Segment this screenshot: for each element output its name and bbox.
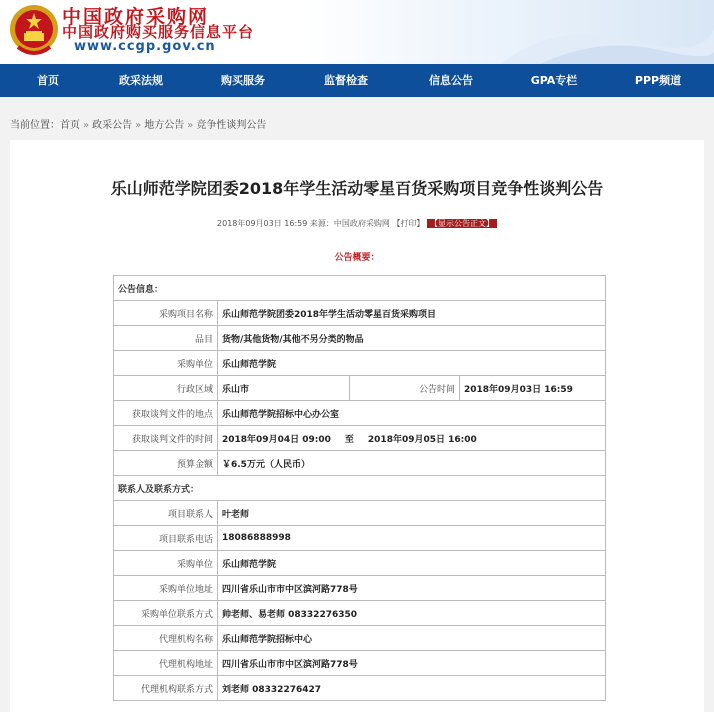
table-row	[114, 426, 606, 451]
nav-announcements[interactable]: 信息公告	[429, 74, 473, 87]
doc-place-value: 乐山师范学院招标中心办公室	[218, 401, 606, 426]
print-link[interactable]: 【打印】	[392, 219, 425, 228]
nav-supervision[interactable]: 监督检查	[324, 74, 368, 87]
cell-label: 项目联系电话	[114, 526, 218, 551]
cell-label: 获取谈判文件的时间	[114, 426, 218, 451]
cell-label: 代理机构联系方式	[114, 676, 218, 701]
cell-label: 公告时间	[350, 376, 460, 401]
table-row	[114, 676, 606, 701]
nav-services[interactable]: 购买服务	[221, 74, 265, 87]
table-row	[114, 651, 606, 676]
section-heading: 公告信息：	[114, 276, 606, 301]
agency-address-value: 四川省乐山市市中区滨河路778号	[218, 651, 606, 676]
project-name-value: 乐山师范学院团委2018年学生活动零星百货采购项目	[218, 301, 606, 326]
table-row	[114, 326, 606, 351]
table-row	[114, 501, 606, 526]
site-header	[0, 0, 714, 64]
table-row	[114, 376, 606, 401]
buyer-address-value: 四川省乐山市市中区滨河路778号	[218, 576, 606, 601]
table-row	[114, 626, 606, 651]
cell-label: 采购单位	[114, 551, 218, 576]
breadcrumb-separator: »	[83, 120, 90, 131]
doc-time-start: 2018年09月04日 09:00	[222, 434, 331, 445]
section-heading: 联系人及联系方式：	[114, 476, 606, 501]
table-row	[114, 576, 606, 601]
cell-label: 采购单位	[114, 351, 218, 376]
breadcrumb-local[interactable]: 地方公告	[144, 120, 185, 131]
doc-time-value	[218, 426, 606, 451]
budget-value: ￥6.5万元（人民币）	[218, 451, 606, 476]
buyer-contact-value: 帅老师、易老师 08332276350	[218, 601, 606, 626]
national-emblem-icon	[8, 3, 60, 59]
doc-time-to: 至	[344, 434, 354, 445]
article-source: 来源：中国政府采购网	[309, 219, 390, 228]
breadcrumb-separator: »	[187, 120, 194, 131]
table-row	[114, 451, 606, 476]
site-url: www.ccgp.gov.cn	[74, 39, 216, 54]
cell-label: 采购单位联系方式	[114, 601, 218, 626]
cell-label: 采购项目名称	[114, 301, 218, 326]
cell-label: 行政区域	[114, 376, 218, 401]
cell-label: 获取谈判文件的地点	[114, 401, 218, 426]
table-row	[114, 551, 606, 576]
project-contact-value: 叶老师	[218, 501, 606, 526]
cell-label: 代理机构地址	[114, 651, 218, 676]
category-value: 货物/其他货物/其他不另分类的物品	[218, 326, 606, 351]
main-nav	[0, 64, 714, 97]
article-meta	[0, 218, 714, 229]
nav-home[interactable]: 首页	[37, 74, 59, 87]
table-row	[114, 476, 606, 501]
cell-label: 采购单位地址	[114, 576, 218, 601]
table-row	[114, 601, 606, 626]
banner-decoration	[300, 0, 714, 64]
cell-label: 代理机构名称	[114, 626, 218, 651]
cell-label: 项目联系人	[114, 501, 218, 526]
cell-label: 预算金额	[114, 451, 218, 476]
site-title: 中国政府采购网	[62, 6, 210, 28]
breadcrumb-home[interactable]: 首页	[60, 120, 80, 131]
nav-policy[interactable]: 政采法规	[119, 74, 163, 87]
cell-label: 品目	[114, 326, 218, 351]
breadcrumb-policy[interactable]: 政采公告	[92, 120, 133, 131]
publish-time-value: 2018年09月03日 16:59	[460, 376, 606, 401]
summary-label: 公告概要：	[334, 253, 380, 263]
article-title: 乐山师范学院团委2018年学生活动零星百货采购项目竞争性谈判公告	[110, 179, 604, 198]
table-row	[114, 351, 606, 376]
table-row	[114, 401, 606, 426]
breadcrumb-separator: »	[135, 120, 142, 131]
table-row	[114, 301, 606, 326]
table-row	[114, 276, 606, 301]
nav-ppp[interactable]: PPP频道	[634, 74, 682, 87]
article-date: 2018年09月03日 16:59	[217, 219, 308, 228]
doc-time-end: 2018年09月05日 16:00	[367, 434, 477, 445]
agency-value: 乐山师范学院招标中心	[218, 626, 606, 651]
buyer-value: 乐山师范学院	[218, 351, 606, 376]
site-subtitle: 中国政府购买服务信息平台	[62, 23, 255, 41]
breadcrumb-current[interactable]: 竞争性谈判公告	[196, 120, 267, 131]
region-value: 乐山市	[218, 376, 350, 401]
breadcrumb	[10, 116, 266, 131]
project-phone-value: 18086888998	[218, 526, 606, 551]
table-row	[114, 526, 606, 551]
buyer2-value: 乐山师范学院	[218, 551, 606, 576]
show-original-button[interactable]: 【显示公告正文】	[427, 219, 497, 228]
nav-gpa[interactable]: GPA专栏	[530, 74, 578, 87]
announcement-table	[113, 275, 606, 701]
agency-contact-value: 刘老师 08332276427	[218, 676, 606, 701]
breadcrumb-prefix: 当前位置：	[10, 120, 60, 131]
